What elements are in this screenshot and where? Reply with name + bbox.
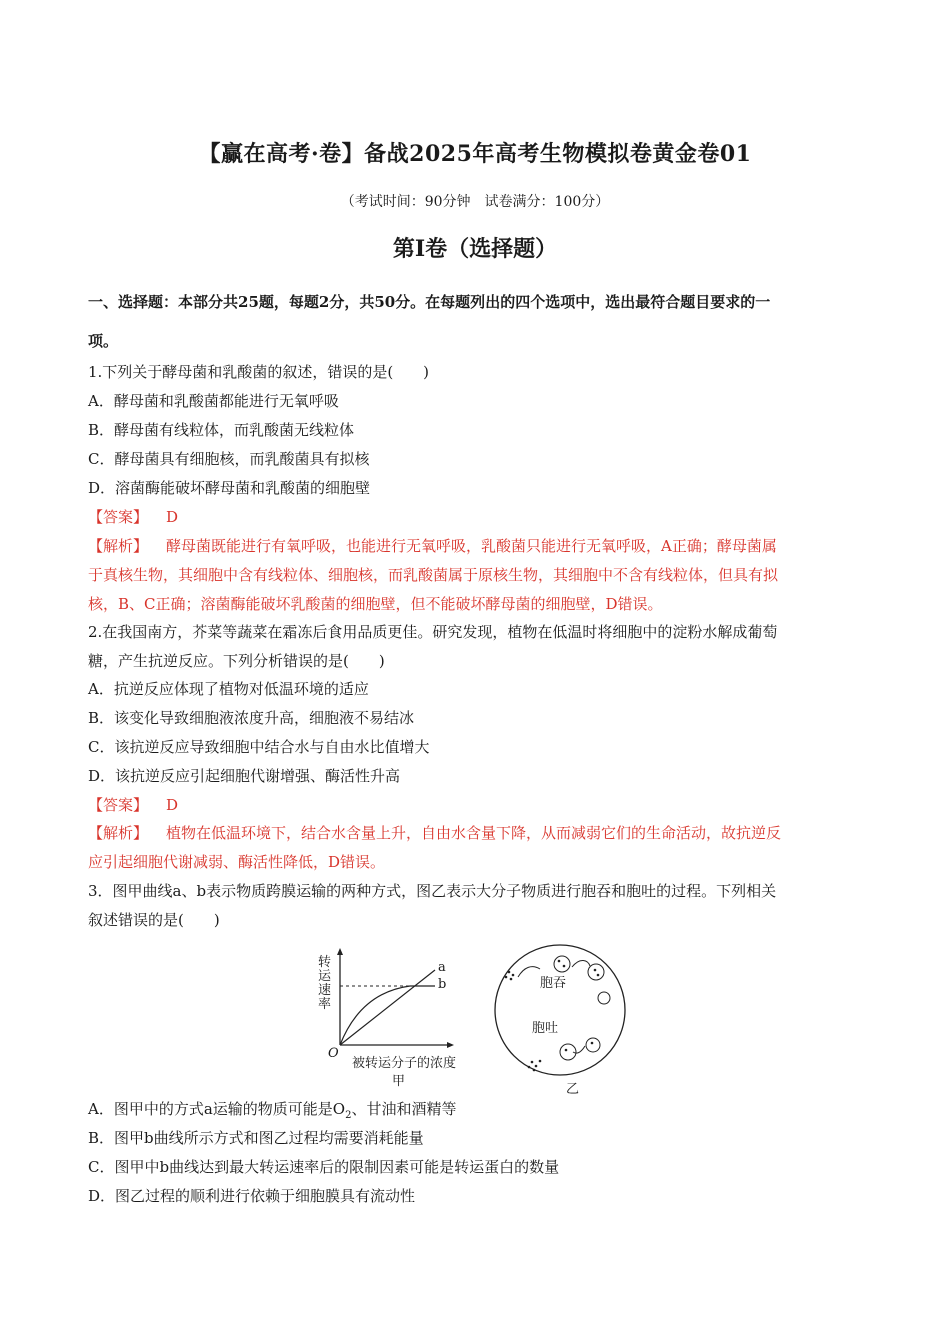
q3-option-d: D．图乙过程的顺利进行依赖于细胞膜具有流动性 bbox=[88, 1187, 416, 1205]
q2-option-d: D．该抗逆反应引起细胞代谢增强、酶活性升高 bbox=[88, 767, 401, 785]
vesicle bbox=[598, 992, 610, 1004]
q1-answer-row bbox=[88, 507, 868, 527]
q1-analysis-line-3: 核，B、C正确；溶菌酶能破坏乳酸菌的细胞壁，但不能破坏酵母菌的细胞壁，D错误。 bbox=[88, 595, 663, 613]
answer-label: 【答案】 bbox=[88, 796, 149, 814]
q3-option-a bbox=[88, 1099, 868, 1126]
q1-stem: 1.下列关于酵母菌和乳酸菌的叙述，错误的是( ) bbox=[88, 363, 430, 381]
q1-analysis-line-2: 于真核生物，其细胞中含有线粒体、细胞核，而乳酸菌属于原核生物，其细胞中不含有线粒体，但具有拟 bbox=[88, 566, 779, 584]
curve-b bbox=[340, 986, 435, 1045]
instructions-line-1: 一、选择题：本部分共25题，每题2分，共50分。在每题列出的四个选项中，选出最符合题目要求的一 bbox=[88, 293, 771, 311]
y-axis-label: 转运速率 bbox=[318, 955, 332, 1012]
answer-label: 【答案】 bbox=[88, 508, 149, 526]
q2-analysis-line-1 bbox=[88, 823, 868, 843]
exam-info: （考试时间：90分钟 试卷满分：100分） bbox=[340, 194, 610, 210]
q2-analysis-line-2: 应引起细胞代谢减弱、酶活性降低，D错误。 bbox=[88, 853, 386, 871]
q3-option-a-text-end: 、甘油和酒精等 bbox=[351, 1100, 457, 1118]
q2-option-a: A．抗逆反应体现了植物对低温环境的适应 bbox=[88, 680, 369, 698]
q2-answer: D bbox=[166, 796, 179, 814]
q1-option-c: C．酵母菌具有细胞核，而乳酸菌具有拟核 bbox=[88, 450, 370, 468]
y-axis-arrow bbox=[337, 948, 343, 955]
cell-membrane bbox=[495, 945, 625, 1075]
q2-option-b: B．该变化导致细胞液浓度升高，细胞液不易结冰 bbox=[88, 709, 415, 727]
origin-label: O bbox=[328, 1046, 339, 1061]
q3-stem-line-1: 3．图甲曲线a、b表示物质跨膜运输的两种方式，图乙表示大分子物质进行胞吞和胞吐的过程。下列相关 bbox=[88, 882, 777, 900]
q2-option-c: C．该抗逆反应导致细胞中结合水与自由水比值增大 bbox=[88, 738, 430, 756]
vesicle bbox=[588, 964, 604, 980]
q2-stem-line-2: 糖，产生抗逆反应。下列分析错误的是( ) bbox=[88, 652, 385, 670]
x-axis-arrow bbox=[447, 1042, 454, 1048]
q1-option-d: D．溶菌酶能破坏酵母菌和乳酸菌的细胞壁 bbox=[88, 479, 371, 497]
q1-option-a: A．酵母菌和乳酸菌都能进行无氧呼吸 bbox=[88, 392, 339, 410]
figure-caption-yi: 乙 bbox=[566, 1082, 580, 1097]
endocytosis-curve bbox=[518, 967, 540, 977]
q1-option-b: B．酵母菌有线粒体，而乳酸菌无线粒体 bbox=[88, 421, 355, 439]
endocytosis-arrow bbox=[572, 960, 590, 967]
instructions-line-2: 项。 bbox=[88, 332, 119, 350]
q2-answer-row bbox=[88, 795, 868, 815]
section-heading: 第I卷（选择题） bbox=[392, 236, 558, 262]
q1-analysis-line-1 bbox=[88, 536, 868, 556]
vesicle bbox=[554, 956, 570, 972]
q3-figure bbox=[310, 942, 640, 1097]
vesicle bbox=[586, 1038, 600, 1052]
page-title: 【赢在高考·卷】备战2025年高考生物模拟卷黄金卷01 bbox=[198, 141, 752, 167]
q3-option-c: C．图甲中b曲线达到最大转运速率后的限制因素可能是转运蛋白的数量 bbox=[88, 1158, 560, 1176]
q3-option-b: B．图甲b曲线所示方式和图乙过程均需要消耗能量 bbox=[88, 1129, 424, 1147]
q2-stem-line-1: 2.在我国南方，芥菜等蔬菜在霜冻后食用品质更佳。研究发现，植物在低温时将细胞中的淀粉水解成葡萄 bbox=[88, 623, 778, 641]
analysis-label: 【解析】 bbox=[88, 537, 149, 555]
figure-caption-jia: 甲 bbox=[392, 1074, 406, 1089]
curve-b-label: b bbox=[438, 977, 447, 992]
q2-analysis-text-1: 植物在低温环境下，结合水含量上升，自由水含量下降，从而减弱它们的生命活动，故抗逆反 bbox=[166, 824, 782, 842]
q1-answer: D bbox=[166, 508, 179, 526]
q3-option-a-subscript: 2 bbox=[345, 1110, 352, 1121]
analysis-label: 【解析】 bbox=[88, 824, 149, 842]
x-axis-label: 被转运分子的浓度 bbox=[352, 1056, 457, 1071]
q3-stem-line-2: 叙述错误的是( ) bbox=[88, 911, 220, 929]
curve-a bbox=[340, 970, 435, 1045]
q3-option-a-text: A．图甲中的方式a运输的物质可能是O bbox=[88, 1100, 346, 1118]
q1-analysis-text-1: 酵母菌既能进行有氧呼吸，也能进行无氧呼吸，乳酸菌只能进行无氧呼吸，A正确；酵母菌属 bbox=[166, 537, 777, 555]
endocytosis-label: 胞吞 bbox=[540, 976, 567, 991]
curve-a-label: a bbox=[438, 960, 446, 975]
exocytosis-label: 胞吐 bbox=[532, 1021, 559, 1036]
